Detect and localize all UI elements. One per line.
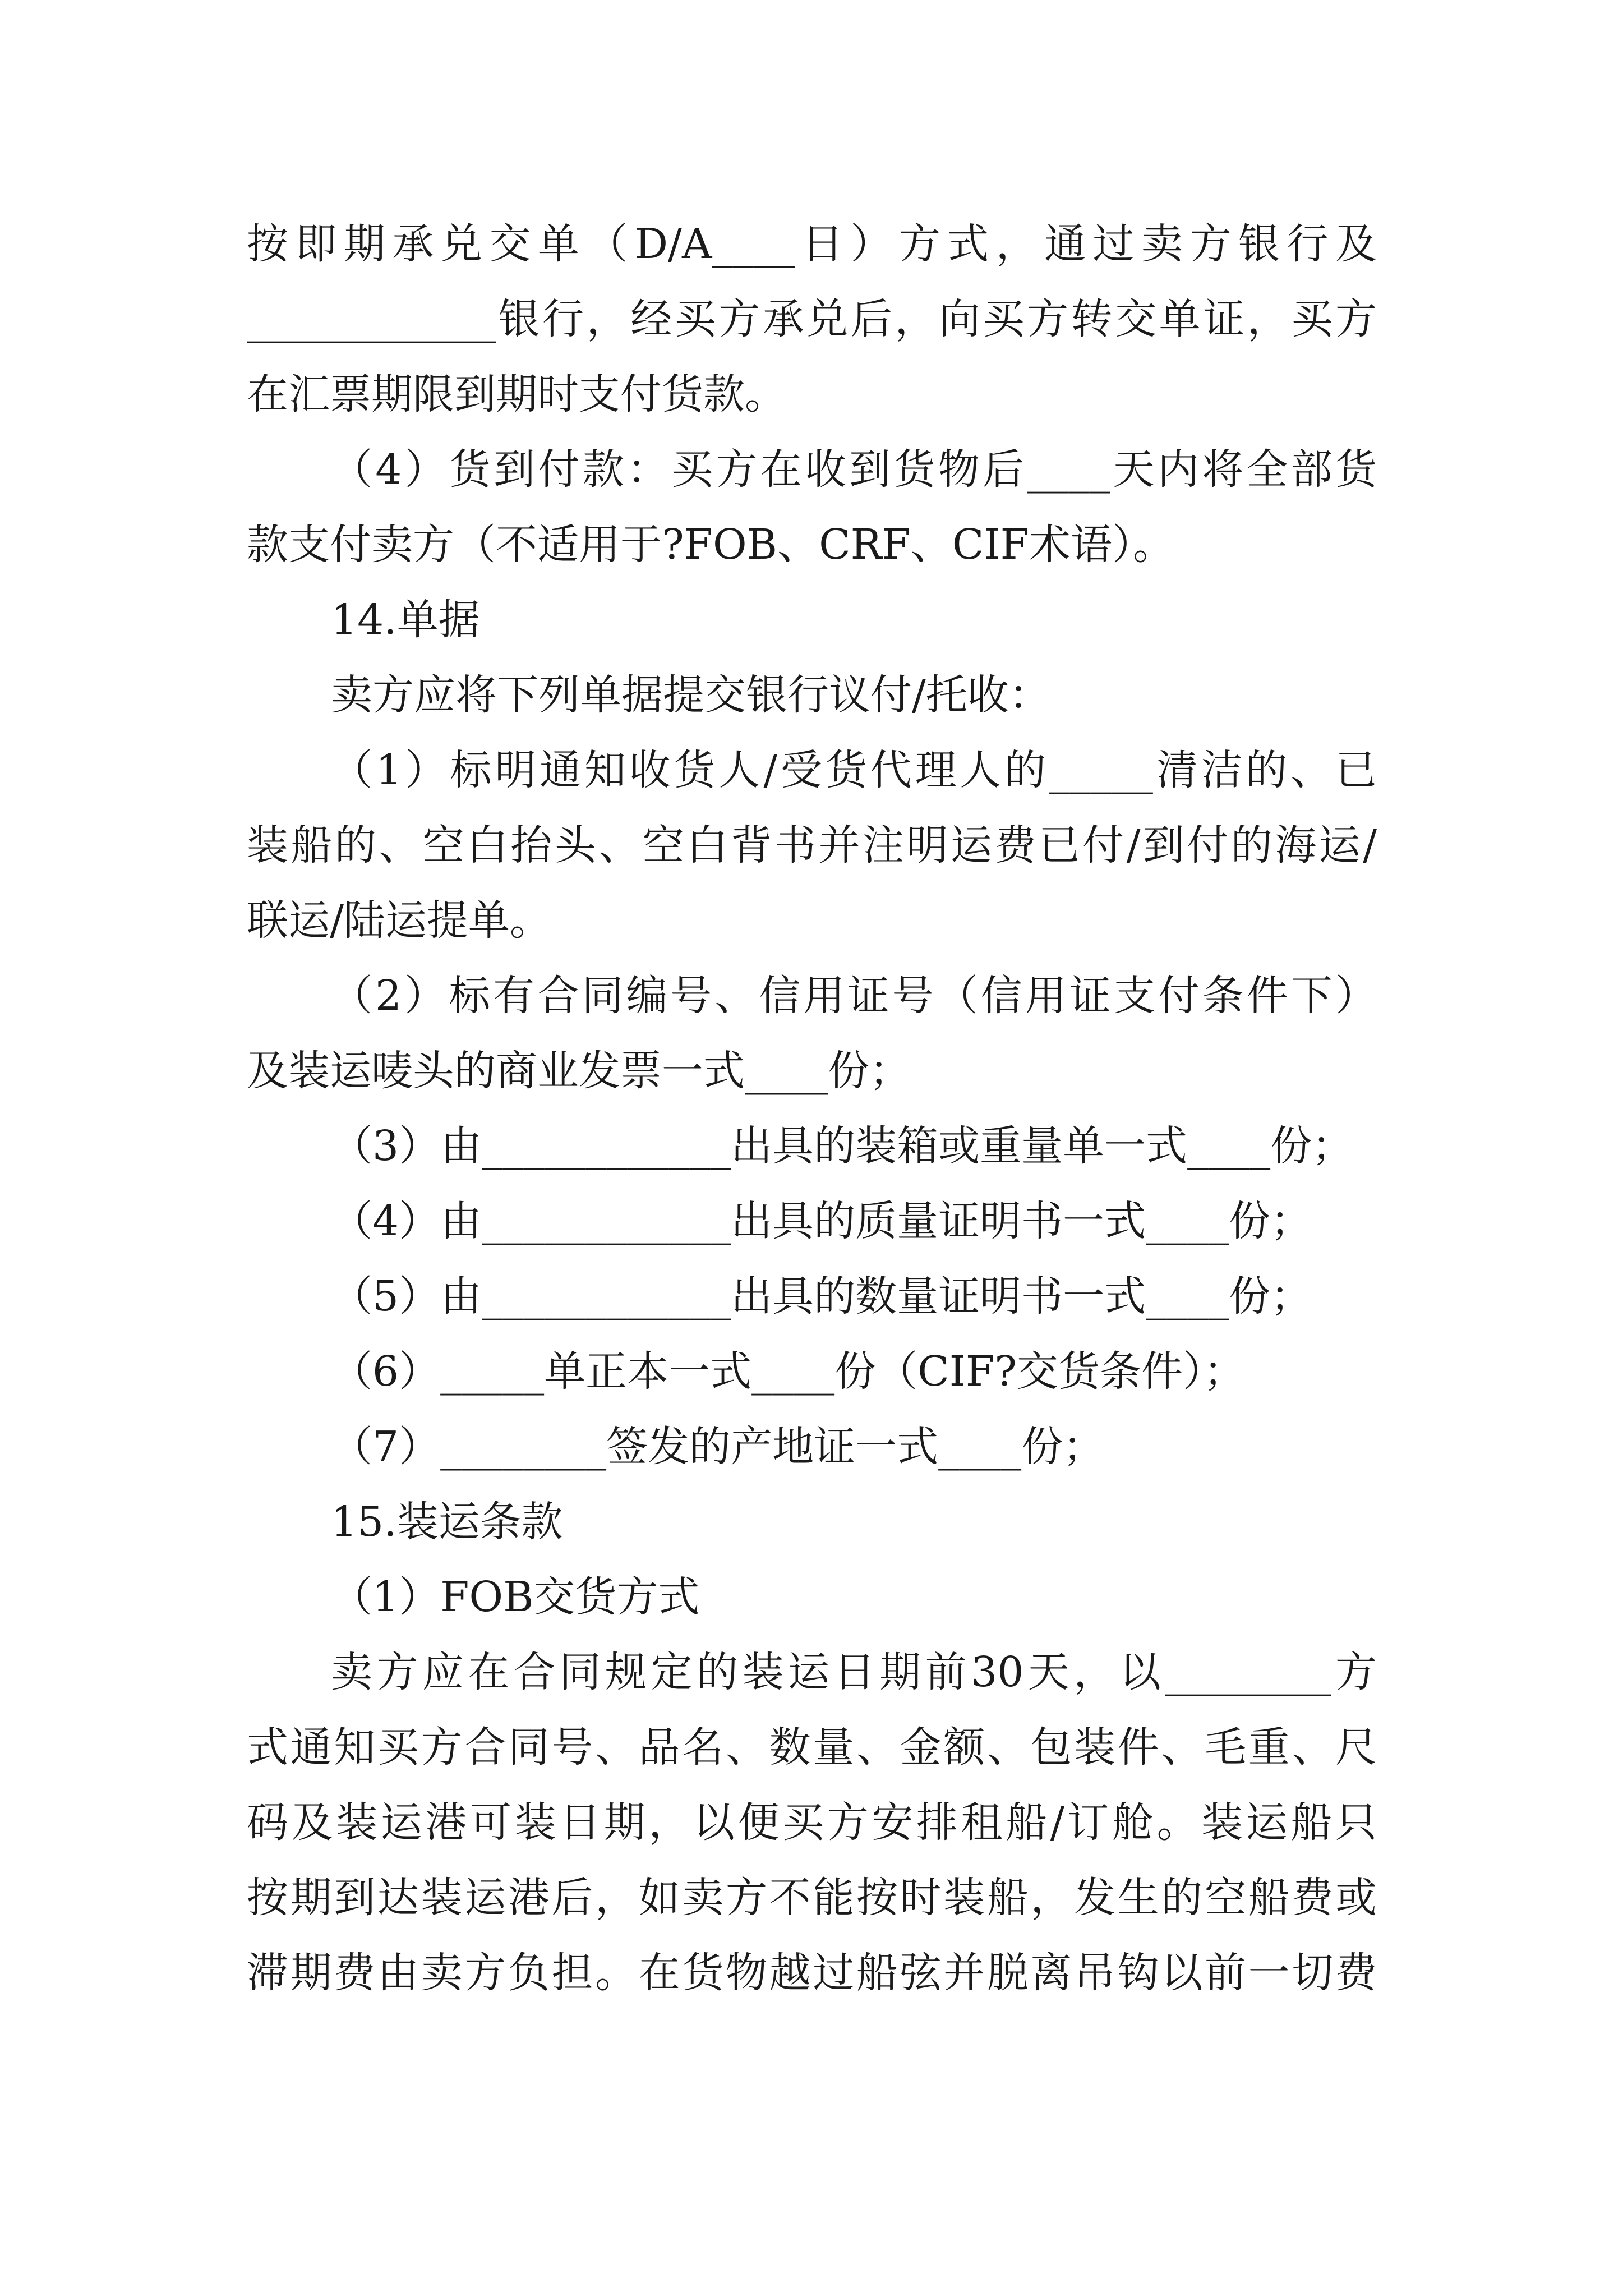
text-line: （2）标有合同编号、信用证号（信用证支付条件下）	[331, 972, 1377, 1020]
text-line: 码及装运港可装日期，以便买方安排租船/订舱。装运船只	[247, 1798, 1377, 1847]
text-line: （4）由____________出具的质量证明书一式____份；	[331, 1197, 1312, 1245]
text-line: 按期到达装运港后，如卖方不能按时装船，发生的空船费或	[247, 1874, 1377, 1922]
text-line: 装船的、空白抬头、空白背书并注明运费已付/到付的海运/	[247, 821, 1377, 869]
text-line: 在汇票期限到期时支付货款。	[247, 370, 786, 418]
text-line: 按即期承兑交单（D/A____日）方式，通过卖方银行及	[247, 220, 1377, 268]
text-line: 联运/陆运提单。	[247, 896, 551, 945]
text-line: 及装运唛头的商业发票一式____份；	[247, 1047, 911, 1095]
text-line: （6）_____单正本一式____份（CIF?交货条件）；	[331, 1347, 1245, 1396]
text-line: ____________银行，经买方承兑后，向买方转交单证，买方	[247, 295, 1377, 343]
text-line: 款支付卖方（不适用于?FOB、CRF、CIF术语）。	[247, 521, 1174, 569]
text-line: （7）________签发的产地证一式____份；	[331, 1423, 1105, 1471]
section-heading: 15.装运条款	[331, 1498, 563, 1546]
text-line: （3）由____________出具的装箱或重量单一式____份；	[331, 1122, 1354, 1170]
text-line: （1）标明通知收货人/受货代理人的_____清洁的、已	[331, 746, 1377, 794]
text-line: （5）由____________出具的数量证明书一式____份；	[331, 1272, 1312, 1320]
text-line: 卖方应在合同规定的装运日期前30天，以________方	[331, 1648, 1377, 1696]
text-line: 卖方应将下列单据提交银行议付/托收：	[331, 671, 1050, 719]
section-heading: 14.单据	[331, 596, 480, 644]
text-line: 式通知买方合同号、品名、数量、金额、包装件、毛重、尺	[247, 1723, 1377, 1772]
text-line: （4）货到付款：买方在收到货物后____天内将全部货	[331, 445, 1377, 494]
text-line: 滞期费由卖方负担。在货物越过船弦并脱离吊钩以前一切费	[247, 1949, 1377, 1997]
text-line: （1）FOB交货方式	[331, 1573, 700, 1621]
